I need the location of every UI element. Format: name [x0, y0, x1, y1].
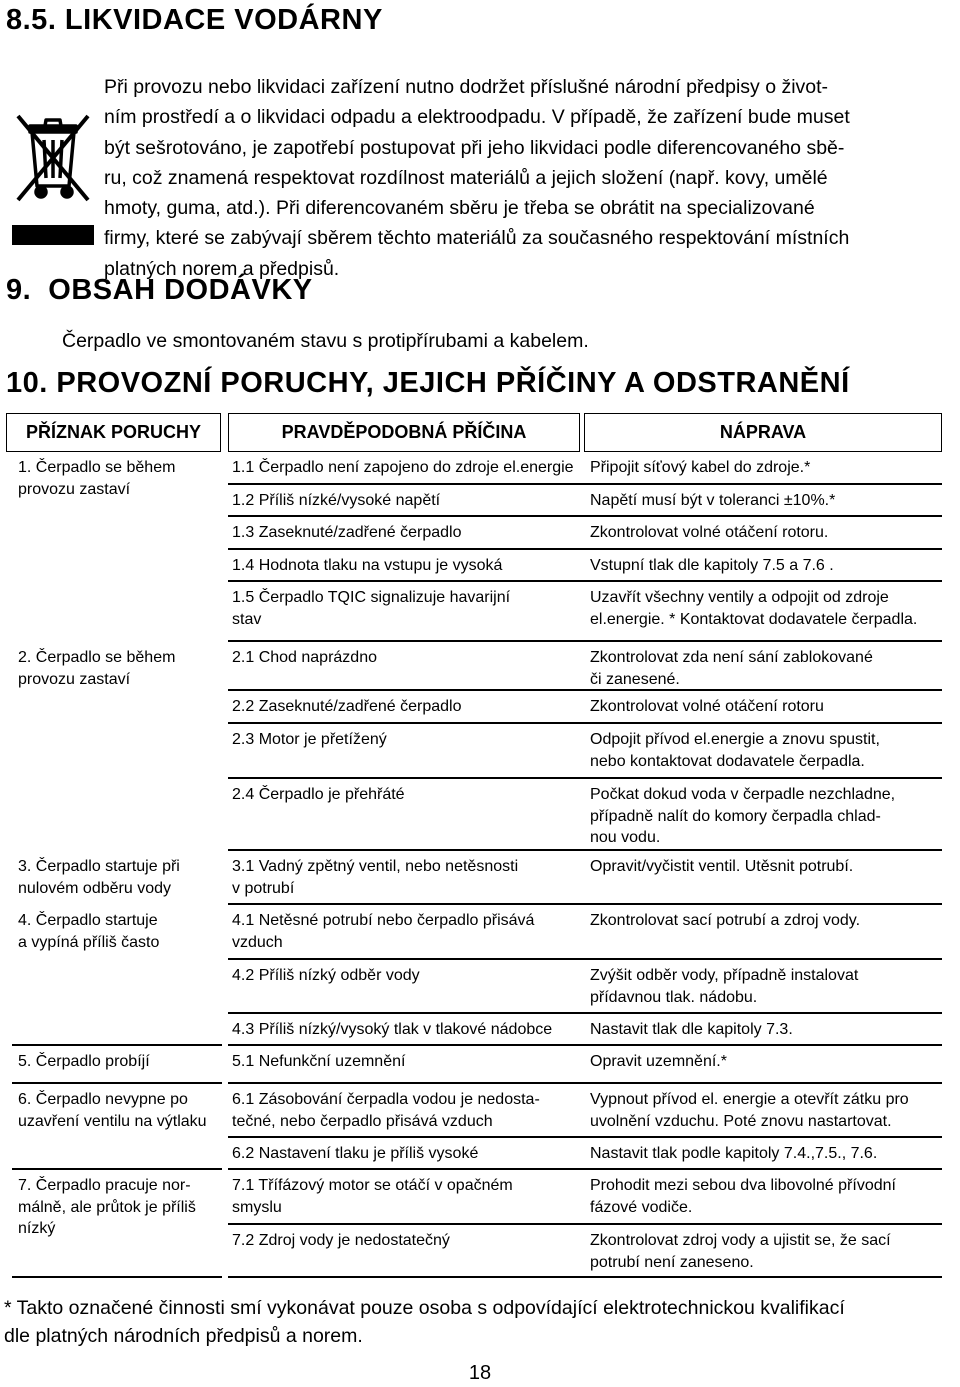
symptom-cell-line: málně, ale průtok je příliš [18, 1198, 196, 1216]
remedy-cell-line: Nastavit tlak dle kapitoly 7.3. [590, 1021, 793, 1038]
cause-cell-line: 2.2 Zaseknuté/zadřené čerpadlo [232, 698, 462, 715]
row-divider [228, 849, 942, 851]
crossed-out-wheelie-bin-icon [12, 104, 94, 246]
row-divider [228, 1223, 942, 1225]
header-remedy: NÁPRAVA [584, 413, 942, 452]
symptom-cell-line: 5. Čerpadlo probíjí [18, 1053, 150, 1070]
cause-cell-line: 7.2 Zdroj vody je nedostatečný [232, 1232, 450, 1249]
remedy-cell-line: Vypnout přívod el. energie a otevřít zátku pro [590, 1091, 909, 1108]
row-divider [228, 689, 942, 691]
remedy-cell [590, 490, 835, 512]
remedy-cell-line: Připojit síťový kabel do zdroje.* [590, 459, 811, 476]
cause-cell [232, 856, 518, 899]
remedy-cell-line: Opravit/vyčistit ventil. Utěsnit potrubí. [590, 858, 854, 875]
paragraph-line: platných norem a předpisů. [104, 257, 340, 280]
remedy-cell-line: fázové vodiče. [590, 1198, 693, 1216]
symptom-divider [12, 1168, 222, 1170]
remedy-cell-line: Nastavit tlak podle kapitoly 7.4.,7.5., 7.6. [590, 1145, 878, 1162]
symptom-cell-line: uzavření ventilu na výtlaku [18, 1112, 207, 1130]
row-divider [228, 722, 942, 724]
cause-cell [232, 1019, 552, 1041]
remedy-cell [590, 647, 873, 690]
cause-cell [232, 490, 440, 512]
remedy-cell-line: Zkontrolovat zdroj vody a ujistit se, že sací [590, 1232, 891, 1249]
remedy-cell-line: či zanesené. [590, 670, 680, 688]
remedy-cell [590, 965, 858, 1008]
remedy-cell-line: potrubí není zaneseno. [590, 1253, 754, 1271]
remedy-cell [590, 1089, 909, 1132]
footnote [4, 1294, 845, 1350]
cause-cell-line: 1.3 Zaseknuté/zadřené čerpadlo [232, 524, 462, 541]
remedy-cell [590, 1051, 727, 1073]
remedy-cell-line: Počkat dokud voda v čerpadle nezchladne, [590, 786, 896, 803]
symptom-cell-line: provozu zastaví [18, 670, 131, 688]
symptom-cell-line: 1. Čerpadlo se během [18, 459, 176, 476]
cause-cell [232, 1051, 405, 1073]
paragraph-line: ním prostředí a o likvidaci odpadu a elektroodpadu. V případě, že zařízení bude muset [104, 106, 850, 129]
cause-cell-line: 1.5 Čerpadlo TQIC signalizuje havarijní [232, 589, 511, 606]
symptom-cell [18, 1089, 207, 1132]
remedy-cell-line: Uzavřít všechny ventily a odpojit od zdroje [590, 589, 889, 606]
row-divider [228, 515, 942, 517]
paragraph-line: být sešrotováno, je zapotřebí postupovat při jeho likvidaci podle diferencovaného sbě- [104, 136, 845, 159]
remedy-cell [590, 696, 824, 718]
paragraph-line: Při provozu nebo likvidaci zařízení nutno dodržet příslušné národní předpisy o život- [104, 76, 829, 98]
cause-cell-line: 6.2 Nastavení tlaku je příliš vysoké [232, 1145, 479, 1162]
remedy-cell-line: Zvýšit odběr vody, případně instalovat [590, 967, 859, 984]
row-divider [228, 958, 942, 960]
remedy-cell [590, 856, 853, 878]
remedy-cell-line: Opravit uzemnění.* [590, 1053, 727, 1070]
remedy-cell [590, 522, 828, 544]
row-divider [228, 1082, 942, 1084]
symptom-cell [18, 910, 159, 953]
cause-cell-line: 1.4 Hodnota tlaku na vstupu je vysoká [232, 557, 503, 574]
symptom-cell [18, 856, 180, 899]
cause-cell-line: 4.2 Příliš nízký odběr vody [232, 967, 420, 984]
cause-cell [232, 587, 510, 630]
page-number: 18 [468, 1362, 492, 1384]
section-heading-9: 9. OBSAH DODÁVKY [6, 274, 313, 306]
cause-cell [232, 965, 420, 987]
remedy-cell [590, 784, 895, 849]
section-heading-10: 10. PROVOZNÍ PORUCHY, JEJICH PŘÍČINY A ODSTRANĚNÍ [6, 367, 850, 399]
remedy-cell [590, 1019, 793, 1041]
cause-cell [232, 910, 534, 953]
remedy-cell [590, 457, 810, 479]
cause-cell-line: 1.2 Příliš nízké/vysoké napětí [232, 492, 441, 509]
remedy-cell-line: Napětí musí být v toleranci ±10%.* [590, 492, 836, 509]
symptom-cell-line: 7. Čerpadlo pracuje nor- [18, 1177, 191, 1194]
symptom-cell-line: a vypíná příliš často [18, 933, 160, 951]
cause-cell [232, 1230, 450, 1252]
symptom-divider [12, 1276, 222, 1278]
row-divider [228, 1276, 942, 1278]
cause-cell-line: 3.1 Vadný zpětný ventil, nebo netěsnosti [232, 858, 519, 875]
row-divider [228, 548, 942, 550]
remedy-cell [590, 1230, 891, 1273]
cause-cell [232, 522, 461, 544]
cause-cell-line: vzduch [232, 933, 283, 951]
remedy-cell-line: Zkontrolovat volné otáčení rotoru [590, 698, 824, 715]
header-cause: PRAVDĚPODOBNÁ PŘÍČINA [228, 413, 580, 452]
cause-cell-line: 4.3 Příliš nízký/vysoký tlak v tlakové nádobce [232, 1021, 553, 1038]
paragraph-line: ru, což znamená respektovat rozdílnost materiálů a jejich složení (např. kovy, umělé [104, 166, 828, 189]
remedy-cell-line: Odpojit přívod el.energie a znovu spustit, [590, 731, 880, 748]
cause-cell-line: 5.1 Nefunkční uzemnění [232, 1053, 406, 1070]
symptom-divider [12, 1044, 222, 1046]
symptom-cell [18, 647, 175, 690]
cause-cell-line: 4.1 Netěsné potrubí nebo čerpadlo přisává [232, 912, 535, 929]
paragraph-line: hmoty, guma, atd.). Při diferencovaném sběru je třeba se obrátit na specializované [104, 197, 815, 220]
cause-cell-line: 6.1 Zásobování čerpadla vodou je nedosta- [232, 1091, 540, 1108]
remedy-cell-line: přídavnou tlak. nádobu. [590, 988, 758, 1006]
row-divider [228, 640, 942, 642]
cause-cell-line: 2.3 Motor je přetížený [232, 731, 387, 748]
row-divider [228, 483, 942, 485]
cause-cell [232, 647, 377, 669]
remedy-cell-line: nou vodu. [590, 829, 661, 846]
symptom-cell [18, 457, 175, 500]
row-divider [228, 1136, 942, 1138]
symptom-cell-line: nulovém odběru vody [18, 879, 171, 897]
remedy-cell [590, 587, 917, 630]
cause-cell-line: stav [232, 610, 262, 628]
row-divider [228, 903, 942, 905]
remedy-cell-line: Zkontrolovat volné otáčení rotoru. [590, 524, 829, 541]
symptom-cell-line: provozu zastaví [18, 480, 131, 498]
cause-cell-line: v potrubí [232, 879, 295, 897]
row-divider [228, 777, 942, 779]
header-symptom: PŘÍZNAK PORUCHY [6, 413, 221, 452]
cause-cell-line: 7.1 Třífázový motor se otáčí v opačném [232, 1177, 513, 1194]
cause-cell [232, 457, 574, 479]
cause-cell-line: 2.4 Čerpadlo je přehřáté [232, 786, 405, 803]
cause-cell-line: 2.1 Chod naprázdno [232, 649, 377, 666]
cause-cell [232, 696, 461, 718]
section-heading-8-5: 8.5. LIKVIDACE VODÁRNY [6, 4, 383, 36]
remedy-cell-line: el.energie. * Kontaktovat dodavatele čerpadla. [590, 610, 918, 628]
remedy-cell-line: Zkontrolovat zda není sání zablokované [590, 649, 873, 666]
cause-cell [232, 555, 502, 577]
row-divider [228, 1012, 942, 1014]
paragraph-line: firmy, které se zabývají sběrem těchto materiálů za současného respektování místních [104, 227, 850, 250]
remedy-cell [590, 1175, 896, 1218]
symptom-cell-line: 6. Čerpadlo nevypne po [18, 1091, 188, 1108]
cause-cell-line: 1.1 Čerpadlo není zapojeno do zdroje el.energie [232, 459, 574, 476]
cause-cell [232, 784, 405, 806]
delivery-contents-text: Čerpadlo ve smontovaném stavu s protipřírubami a kabelem. [62, 330, 589, 352]
row-divider [228, 1044, 942, 1046]
cause-cell [232, 1175, 513, 1218]
footnote-line: dle platných národních předpisů a norem. [4, 1325, 363, 1347]
footnote-line: * Takto označené činnosti smí vykonávat pouze osoba s odpovídající elektrotechnickou kvalifikací [4, 1297, 845, 1319]
row-divider [228, 580, 942, 582]
remedy-cell-line: Prohodit mezi sebou dva libovolné přívodní [590, 1177, 896, 1194]
remedy-cell-line: uvolnění vzduchu. Poté znovu nastartovat. [590, 1112, 892, 1130]
cause-cell-line: smyslu [232, 1198, 282, 1216]
symptom-divider [12, 1082, 222, 1084]
remedy-cell [590, 910, 860, 932]
symptom-cell-line: 3. Čerpadlo startuje při [18, 858, 180, 875]
remedy-cell-line: Vstupní tlak dle kapitoly 7.5 a 7.6 . [590, 557, 834, 574]
row-divider [228, 1168, 942, 1170]
remedy-cell [590, 1143, 877, 1165]
symptom-cell [18, 1051, 150, 1073]
cause-cell [232, 1089, 540, 1132]
remedy-cell [590, 729, 880, 772]
troubleshooting-table [6, 413, 942, 1276]
symptom-cell-line: 4. Čerpadlo startuje [18, 912, 158, 929]
remedy-cell [590, 555, 834, 577]
cause-cell [232, 729, 387, 751]
symptom-cell-line: 2. Čerpadlo se během [18, 649, 176, 666]
remedy-cell-line: Zkontrolovat sací potrubí a zdroj vody. [590, 912, 861, 929]
cause-cell-line: tečné, nebo čerpadlo přisává vzduch [232, 1112, 493, 1130]
remedy-cell-line: nebo kontaktovat dodavatele čerpadla. [590, 752, 865, 770]
disposal-paragraph [104, 72, 850, 284]
cause-cell [232, 1143, 478, 1165]
symptom-cell [18, 1175, 196, 1240]
remedy-cell-line: případně nalít do komory čerpadla chlad- [590, 807, 881, 825]
symptom-cell-line: nízký [18, 1220, 56, 1237]
